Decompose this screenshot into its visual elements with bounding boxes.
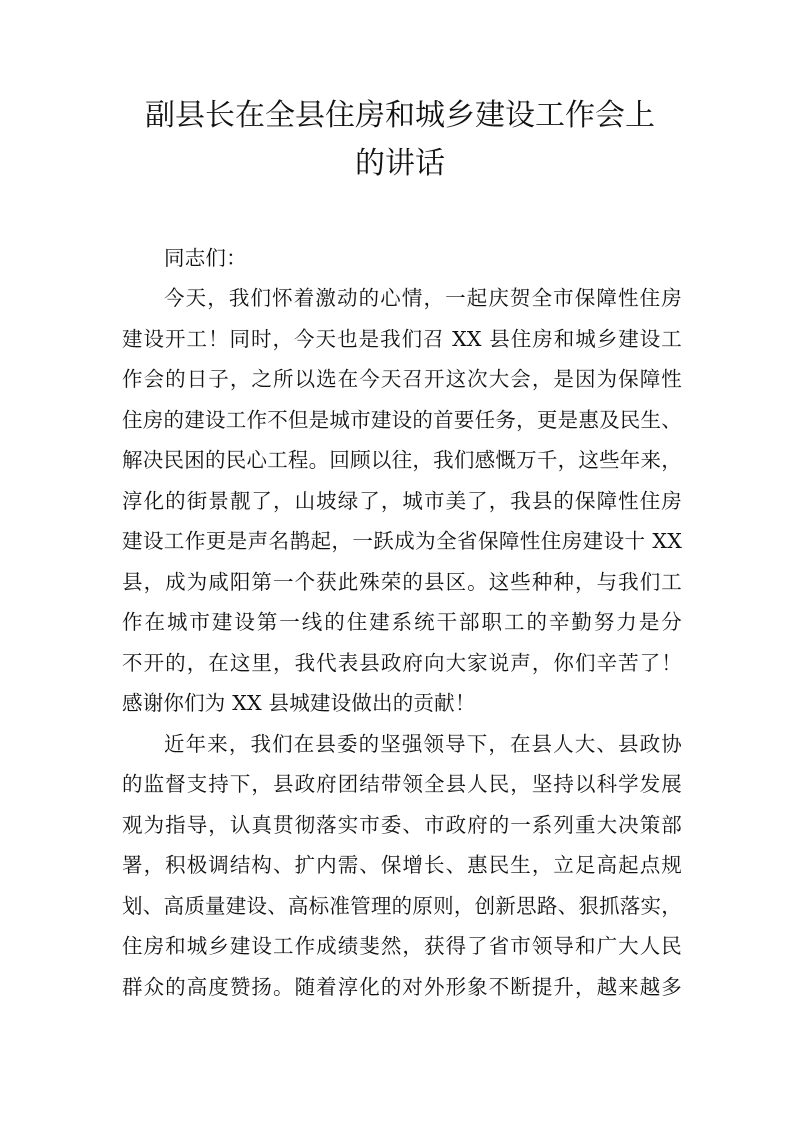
paragraph-1-line: 建设工作更是声名鹊起，一跃成为全省保障性住房建设十 XX xyxy=(122,529,682,553)
paragraph-1-line: 淳化的街景靓了，山坡绿了，城市美了，我县的保障性住房 xyxy=(122,489,682,513)
paragraph-2-line: 的监督支持下，县政府团结带领全县人民，坚持以科学发展 xyxy=(122,772,682,796)
paragraph-1-line: 建设开工！同时，今天也是我们召 XX 县住房和城乡建设工 xyxy=(122,327,682,351)
paragraph-1-line: 住房的建设工作不但是城市建设的首要任务，更是惠及民生、 xyxy=(122,408,682,432)
paragraph-2-line: 署，积极调结构、扩内需、保增长、惠民生，立足高起点规 xyxy=(122,853,682,877)
document-title-line-2: 的讲话 xyxy=(355,146,445,181)
paragraph-2-line: 划、高质量建设、高标准管理的原则，创新思路、狠抓落实， xyxy=(122,894,682,918)
document-title-line-1: 副县长在全县住房和城乡建设工作会上 xyxy=(145,98,655,133)
paragraph-2-line: 群众的高度赞扬。随着淳化的对外形象不断提升，越来越多 xyxy=(122,975,682,999)
paragraph-1-line: 作会的日子，之所以选在今天召开这次大会，是因为保障性 xyxy=(122,367,682,391)
paragraph-1-line: 不开的，在这里，我代表县政府向大家说声，你们辛苦了！ xyxy=(122,651,682,675)
paragraph-2-line: 近年来，我们在县委的坚强领导下，在县人大、县政协 xyxy=(164,732,682,756)
paragraph-1-line: 感谢你们为 XX 县城建设做出的贡献！ xyxy=(122,691,476,715)
paragraph-2-line: 住房和城乡建设工作成绩斐然，获得了省市领导和广大人民 xyxy=(122,934,682,958)
paragraph-2-line: 观为指导，认真贯彻落实市委、市政府的一系列重大决策部 xyxy=(122,813,682,837)
paragraph-1-line: 解决民困的民心工程。回顾以往，我们感慨万千，这些年来， xyxy=(122,448,682,472)
salutation: 同志们： xyxy=(164,246,247,270)
paragraph-1-line: 今天，我们怀着激动的心情，一起庆贺全市保障性住房 xyxy=(164,286,682,310)
paragraph-1-line: 作在城市建设第一线的住建系统干部职工的辛勤努力是分 xyxy=(122,610,682,634)
paragraph-1-line: 县，成为咸阳第一个获此殊荣的县区。这些种种，与我们工 xyxy=(122,570,682,594)
